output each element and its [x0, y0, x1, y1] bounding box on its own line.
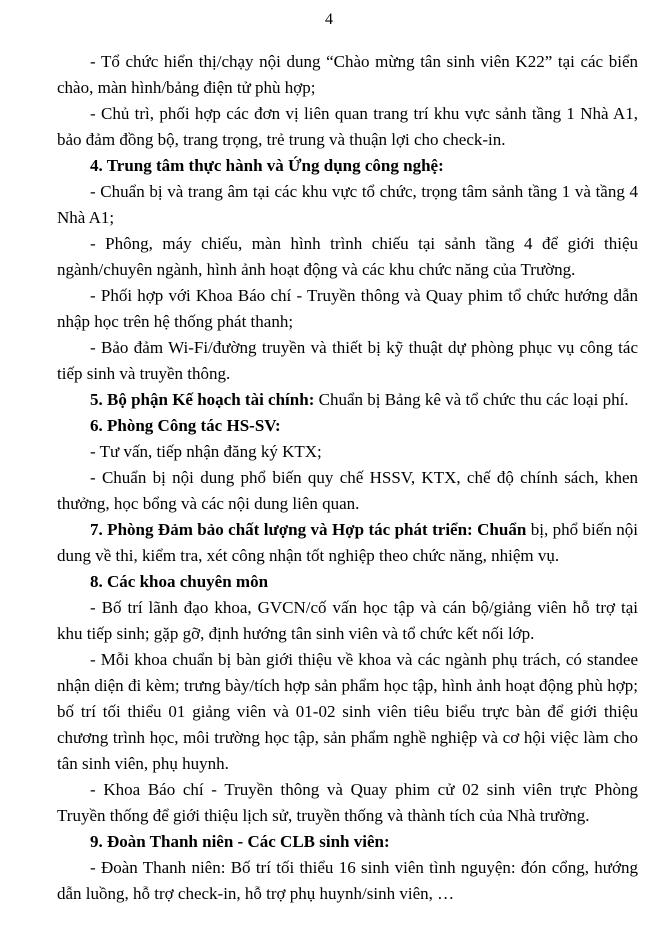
section-heading: 8. Các khoa chuyên môn	[90, 572, 269, 591]
section-heading-inline: 5. Bộ phận Kế hoạch tài chính:	[90, 390, 315, 409]
paragraph-text: Chuẩn bị Bảng kê và tổ chức thu các loại phí.	[314, 390, 629, 409]
paragraph	[57, 387, 638, 413]
paragraph: - Phối hợp với Khoa Báo chí - Truyền thông và Quay phim tổ chức hướng dẫn nhập học trên hệ thống phát thanh;	[57, 286, 638, 331]
paragraph: - Tổ chức hiển thị/chạy nội dung “Chào mừng tân sinh viên K22” tại các biển chào, màn hình/bảng điện tử phù hợp;	[57, 52, 638, 97]
paragraph	[57, 517, 638, 569]
paragraph: - Chuẩn bị nội dung phổ biến quy chế HSSV, KTX, chế độ chính sách, khen thưởng, học bổng và các nội dung liên quan.	[57, 468, 638, 513]
paragraph: - Phông, máy chiếu, màn hình trình chiếu tại sảnh tầng 4 để giới thiệu ngành/chuyên ngành, hình ảnh hoạt động và các khu chức năng của Trường.	[57, 234, 638, 279]
paragraph: - Chủ trì, phối hợp các đơn vị liên quan trang trí khu vực sảnh tầng 1 Nhà A1, bảo đảm đồng bộ, trang trọng, trẻ trung và thuận lợi cho check-in.	[57, 104, 638, 149]
section-heading: 9. Đoàn Thanh niên - Các CLB sinh viên:	[90, 832, 390, 851]
section-heading: 4. Trung tâm thực hành và Ứng dụng công nghệ:	[90, 156, 444, 175]
page-number: 4	[325, 11, 333, 28]
paragraph: - Bảo đảm Wi-Fi/đường truyền và thiết bị kỹ thuật dự phòng phục vụ công tác tiếp sinh và truyền thông.	[57, 338, 638, 383]
paragraph: - Bố trí lãnh đạo khoa, GVCN/cố vấn học tập và cán bộ/giảng viên hỗ trợ tại khu tiếp sinh; gặp gỡ, định hướng tân sinh viên và tổ chức kết nối lớp.	[57, 598, 638, 643]
paragraph: - Khoa Báo chí - Truyền thông và Quay phim cử 02 sinh viên trực Phòng Truyền thống để giới thiệu lịch sử, truyền thống và thành tích của Nhà trường.	[57, 780, 638, 825]
section-heading-inline: 7. Phòng Đảm bảo chất lượng và Hợp tác phát triển: Chuẩn	[90, 520, 527, 539]
paragraph-text: bị, phổ biến nội dung về thi, kiểm tra, xét công nhận tốt nghiệp theo chức năng, nhiệm vụ.	[57, 520, 638, 565]
paragraph: - Đoàn Thanh niên: Bố trí tối thiểu 16 sinh viên tình nguyện: đón cổng, hướng dẫn luồng, hỗ trợ check-in, hỗ trợ phụ huynh/sinh viên, …	[57, 858, 638, 903]
document-body	[57, 49, 638, 907]
paragraph: - Tư vấn, tiếp nhận đăng ký KTX;	[90, 442, 322, 461]
paragraph: - Chuẩn bị và trang âm tại các khu vực tổ chức, trọng tâm sảnh tầng 1 và tầng 4 Nhà A1;	[57, 182, 638, 227]
section-heading: 6. Phòng Công tác HS-SV:	[90, 416, 281, 435]
paragraph: - Mỗi khoa chuẩn bị bàn giới thiệu về khoa và các ngành phụ trách, có standee nhận diện đi kèm; trưng bày/tích hợp sản phẩm học tập, hình ảnh hoạt động phù hợp; bố trí tối thiểu 01 giảng viên và 01-02 sinh viên tiêu biểu trực bàn để giới thiệu chương trình học, môi trường học tập, sản phẩm nghề nghiệp và cơ hội việc làm cho tân sinh viên, phụ huynh.	[57, 650, 638, 773]
